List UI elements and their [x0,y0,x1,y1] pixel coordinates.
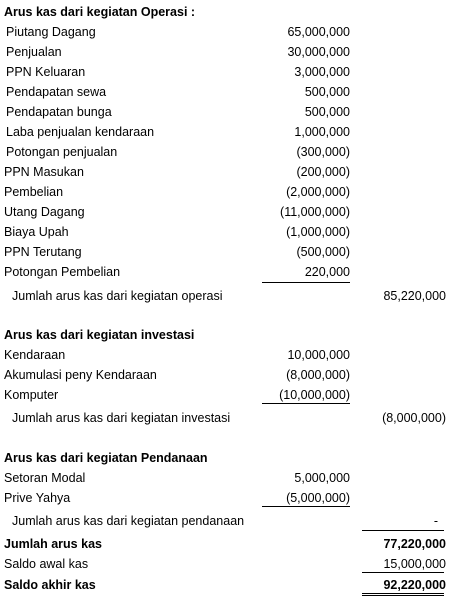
item-value: (10,000,000) [279,388,350,402]
item-value: 30,000,000 [287,45,350,59]
total-underline [362,530,444,531]
operasi-row [0,162,452,182]
operasi-row [0,182,452,202]
summary-value: 77,220,000 [383,537,446,551]
total-label: Jumlah arus kas dari kegiatan investasi [12,411,231,425]
operasi-row [0,82,452,102]
operasi-row [0,202,452,222]
item-label: Laba penjualan kendaraan [6,125,155,139]
investasi-row [0,385,452,405]
item-value: (2,000,000) [286,185,350,199]
item-label: Setoran Modal [4,471,86,485]
item-label: Pendapatan bunga [6,105,112,119]
item-value: 5,000,000 [294,471,350,485]
item-label: Piutang Dagang [6,25,96,39]
item-label: Biaya Upah [4,225,69,239]
summary-value: 92,220,000 [383,578,446,592]
operasi-row [0,142,452,162]
section-title: Arus kas dari kegiatan Operasi : [4,5,196,19]
item-value: (200,000) [296,165,350,179]
summary-label: Saldo akhir kas [4,578,96,592]
item-label: PPN Terutang [4,245,82,259]
operasi-row [0,22,452,42]
item-value: 1,000,000 [294,125,350,139]
total-label: Jumlah arus kas dari kegiatan pendanaan [12,514,245,528]
pendanaan-row [0,468,452,488]
investasi-row [0,365,452,385]
item-label: Penjualan [6,45,62,59]
item-value: 500,000 [304,85,350,99]
item-label: Potongan penjualan [6,145,118,159]
item-value: (5,000,000) [286,491,350,505]
summary-label: Saldo awal kas [4,557,89,571]
investasi-section-title [0,325,452,345]
pendanaan-row [0,488,452,508]
item-label: PPN Keluaran [6,65,86,79]
item-label: Pembelian [4,185,64,199]
investasi-total-row [0,408,452,428]
operasi-row [0,62,452,82]
item-value: 500,000 [304,105,350,119]
double-underline-bottom [362,595,444,596]
double-underline-top [362,593,444,594]
total-label: Jumlah arus kas dari kegiatan operasi [12,289,223,303]
operasi-row [0,222,452,242]
item-value: 65,000,000 [287,25,350,39]
summary-value: 15,000,000 [383,557,446,571]
item-value: (8,000,000) [286,368,350,382]
saldo-akhir-row [0,575,452,595]
item-value: 10,000,000 [287,348,350,362]
total-value: 85,220,000 [383,289,446,303]
item-value: 3,000,000 [294,65,350,79]
operasi-row [0,42,452,62]
total-value: (8,000,000) [382,411,446,425]
item-label: Akumulasi peny Kendaraan [4,368,157,382]
operasi-total-row [0,286,452,306]
item-label: Prive Yahya [4,491,71,505]
operasi-section-title [0,2,452,22]
item-label: Komputer [4,388,59,402]
operasi-row [0,122,452,142]
subtotal-underline [262,282,350,283]
item-value: (300,000) [296,145,350,159]
item-label: Potongan Pembelian [4,265,121,279]
subtotal-underline [262,403,350,404]
operasi-row [0,102,452,122]
jumlah-arus-kas-row [0,534,452,554]
section-title: Arus kas dari kegiatan investasi [4,328,195,342]
operasi-row [0,262,452,282]
pendanaan-total-row [0,511,452,531]
summary-label: Jumlah arus kas [4,537,102,551]
pendanaan-section-title [0,448,452,468]
item-value: (11,000,000) [280,205,350,219]
total-underline [362,572,444,573]
subtotal-underline [262,506,350,507]
saldo-awal-row [0,554,452,574]
item-label: Pendapatan sewa [6,85,107,99]
item-label: PPN Masukan [4,165,84,179]
item-label: Kendaraan [4,348,66,362]
item-value: (1,000,000) [286,225,350,239]
item-label: Utang Dagang [4,205,85,219]
item-value: 220,000 [304,265,350,279]
item-value: (500,000) [296,245,350,259]
investasi-row [0,345,452,365]
operasi-row [0,242,452,262]
total-value: - [433,514,438,528]
section-title: Arus kas dari kegiatan Pendanaan [4,451,208,465]
